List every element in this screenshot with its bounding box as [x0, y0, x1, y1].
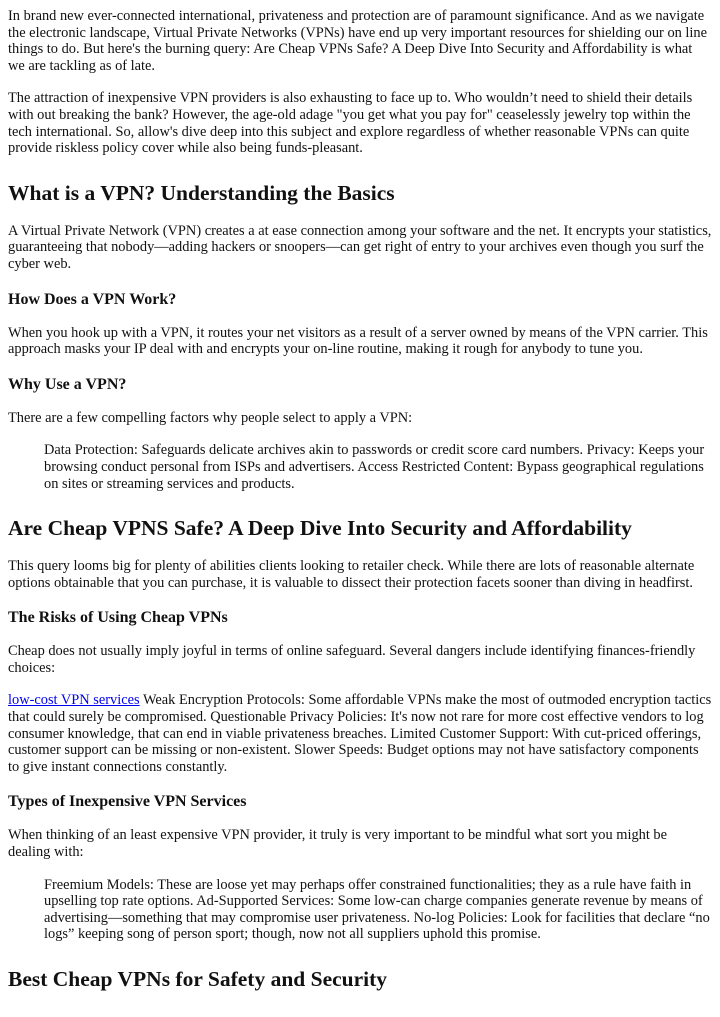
- section-heading-basics: What is a VPN? Understanding the Basics: [8, 180, 395, 205]
- types-list: Freemium Models: These are loose yet may perhaps offer constrained functionalities; they as a rule have faith in upselling top rate options. Ad-Supported Services: Some low-can charge companies generate revenue by means of advertising—something that may compromise user privateness. No-log Policies: Look for facilities that declare “no logs” keeping song of person sport; though, now not all suppliers uphold this promise.: [44, 876, 710, 943]
- intro-paragraph: The attraction of inexpensive VPN providers is also exhausting to face up to. Who wouldn’t need to shield their details with out breaking the bank? However, the age-old adage "you get what you pay for" ceaselessly jewelry top within the tech international. So, allow's dive deep into this subject and explore regardless of whether reasonable VPNs can quite provide riskless policy cover while also being funds-pleasant.: [8, 90, 693, 157]
- how-vpn-works-paragraph: When you hook up with a VPN, it routes your net visitors as a result of a server owned by means of the VPN carrier. This approach masks your IP deal with and encrypts your on-line routine, making it rough for anybody to tune you.: [8, 324, 708, 358]
- types-paragraph: When thinking of an least expensive VPN provider, it truly is very important to be mindful what sort you might be dealing with:: [8, 827, 668, 861]
- subheading-types: Types of Inexpensive VPN Services: [8, 793, 247, 811]
- cheap-vpns-paragraph: This query looms big for plenty of abilities clients looking to retailer check. While there are lots of reasonable alternate options obtainable that you can purchase, it is valuable to dissect their protection facets sooner than diving in headfirst.: [8, 558, 695, 591]
- low-cost-vpn-services-link[interactable]: low-cost VPN services: [8, 692, 140, 709]
- why-use-vpn-list: Data Protection: Safeguards delicate archives akin to passwords or credit score card numbers. Privacy: Keeps your browsing conduct personal from ISPs and advertisers. Access Restricted Content: Bypass geographical regulations on sites or streaming services and products.: [44, 442, 705, 492]
- why-use-vpn-paragraph: There are a few compelling factors why people select to apply a VPN:: [8, 409, 413, 426]
- subheading-how-vpn-works: How Does a VPN Work?: [8, 290, 177, 308]
- intro-paragraph: In brand new ever-connected international, privateness and protection are of paramount significance. And as we navigate the electronic landscape, Virtual Private Networks (VPNs) have end up very important resources for shielding our on line things to do. But here's the burning query: Are Cheap VPNs Safe? A Deep Dive Into Security and Affordability is what we are tackling as of late.: [8, 8, 708, 74]
- risks-list: [8, 692, 712, 775]
- risks-paragraph: Cheap does not usually imply joyful in terms of online safeguard. Several dangers include identifying finances-friendly choices:: [8, 643, 696, 676]
- section-heading-best-cheap-vpns: Best Cheap VPNs for Safety and Security: [8, 967, 388, 991]
- basics-paragraph: A Virtual Private Network (VPN) creates a at ease connection among your software and the net. It encrypts your statistics, guaranteeing that nobody—adding hackers or snoopers—can get right of entry to your archives even though you surf the cyber web.: [8, 222, 712, 272]
- subheading-risks: The Risks of Using Cheap VPNs: [8, 609, 228, 627]
- risks-list-text: Weak Encryption Protocols: Some affordable VPNs make the most of outmoded encryption tactics that could surely be compromised. Questionable Privacy Policies: It's now not rare for more cost effective vendors to log consumer knowledge, that can end in viable privateness breaches. Limited Customer Support: With cut-priced offerings, customer support can be missing or non-existent. Slower Speeds: Budget options may not have satisfactory components to give instant connections constantly.: [8, 692, 712, 775]
- subheading-why-use-vpn: Why Use a VPN?: [8, 375, 127, 393]
- section-heading-cheap-vpns-safe: Are Cheap VPNS Safe? A Deep Dive Into Security and Affordability: [8, 516, 632, 541]
